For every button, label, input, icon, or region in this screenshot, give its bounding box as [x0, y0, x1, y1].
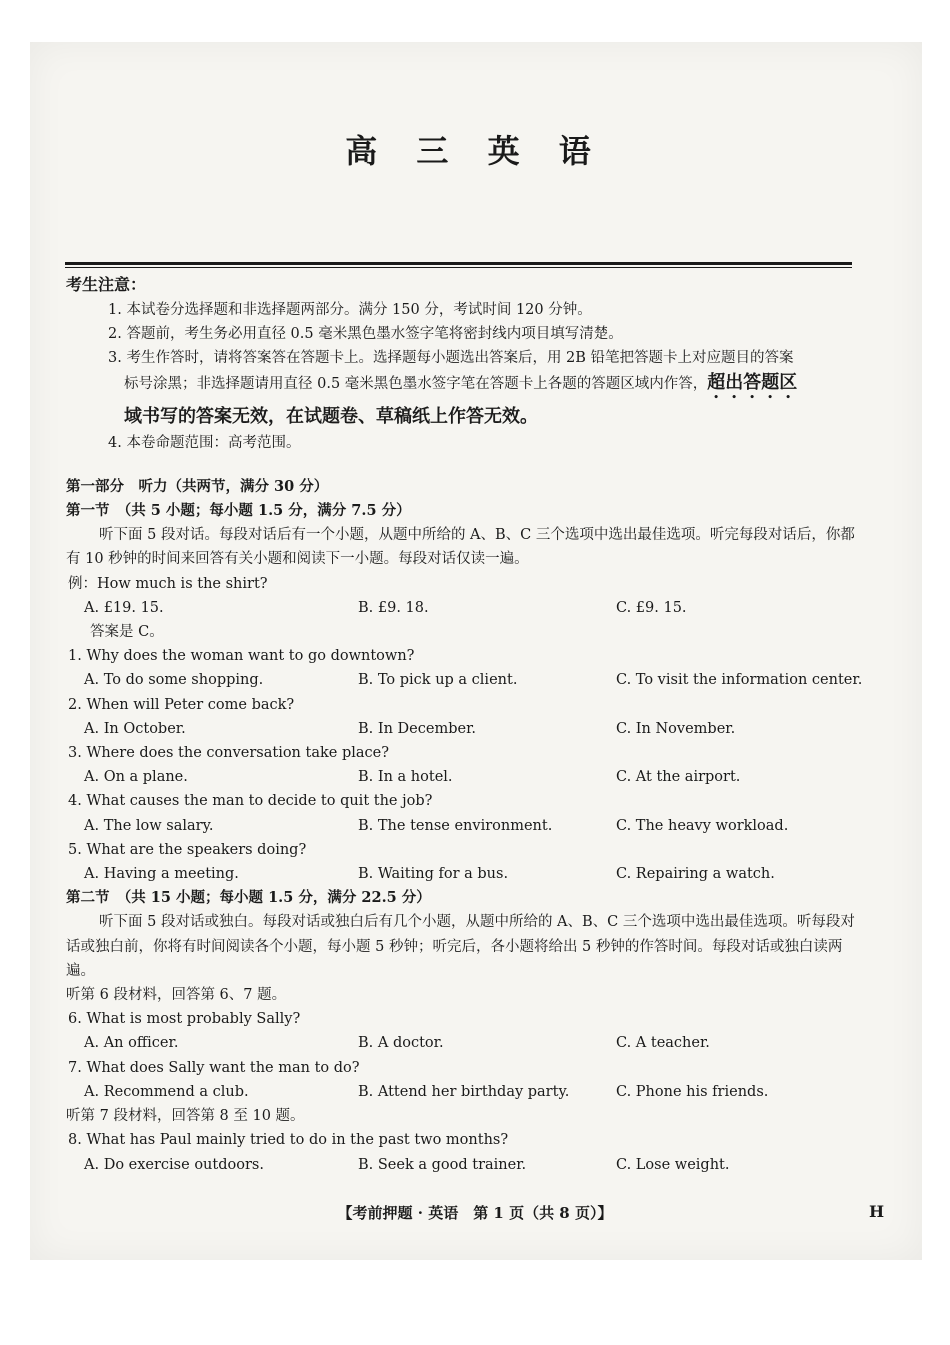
q2-option-a: A. In October.: [84, 720, 186, 737]
question-5: 5. What are the speakers doing?: [68, 841, 307, 858]
q3-option-b: B. In a hotel.: [358, 769, 453, 786]
q6-option-b: B. A doctor.: [358, 1035, 444, 1052]
q6-option-a: A. An officer.: [84, 1035, 179, 1052]
question-1-options: [66, 668, 863, 692]
q4-option-b: B. The tense environment.: [358, 817, 553, 834]
section1-instructions: 听下面 5 段对话。每段对话后有一个小题，从题中所给的 A、B、C 三个选项中选出最佳选项。听完每段对话后，你都有 10 秒钟的时间来回答有关小题和阅读下一小题。每段对话仅读一遍。: [66, 527, 855, 568]
notice-item-3-cont: [66, 371, 856, 403]
q1-option-a: A. To do some shopping.: [84, 672, 264, 689]
example-answer: 答案是 C。: [90, 624, 164, 641]
paper-code: H: [869, 1202, 885, 1221]
q5-option-a: A. Having a meeting.: [84, 866, 239, 883]
q8-option-a: A. Do exercise outdoors.: [84, 1156, 264, 1173]
q4-option-c: C. The heavy workload.: [616, 817, 789, 834]
question-3-options: [66, 765, 856, 789]
question-2-options: [66, 717, 856, 741]
question-7-options: [66, 1080, 856, 1104]
question-2: 2. When will Peter come back?: [68, 696, 295, 713]
question-7: 7. What does Sally want the man to do?: [68, 1059, 360, 1076]
notice-item-2: 2. 答题前，考生务必用直径 0.5 毫米黑色墨水签字笔将密封线内项目填写清楚。: [108, 326, 623, 343]
notice-emphasis-1: 超出答题区: [707, 371, 798, 393]
notice-item-4: 4. 本卷命题范围：高考范围。: [108, 434, 301, 451]
question-8: 8. What has Paul mainly tried to do in the past two months?: [68, 1132, 509, 1149]
notice-emphasis-2: 域书写的答案无效，在试题卷、草稿纸上作答无效。: [124, 405, 538, 427]
notice-item-1: 1. 本试卷分选择题和非选择题两部分。满分 150 分，考试时间 120 分钟。: [108, 302, 592, 318]
example-option-a: A. £19. 15.: [84, 599, 164, 616]
header-rule-thin: [65, 267, 852, 268]
q8-option-c: C. Lose weight.: [616, 1156, 730, 1173]
q8-option-b: B. Seek a good trainer.: [358, 1156, 527, 1173]
q3-option-a: A. On a plane.: [84, 769, 188, 786]
section1-heading: 第一节 （共 5 小题；每小题 1.5 分，满分 7.5 分）: [66, 502, 411, 520]
q4-option-a: A. The low salary.: [84, 817, 214, 834]
question-8-options: [66, 1153, 856, 1177]
q3-option-c: C. At the airport.: [616, 769, 741, 786]
material-7-heading: 听第 7 段材料，回答第 8 至 10 题。: [66, 1108, 305, 1125]
q6-option-c: C. A teacher.: [616, 1035, 710, 1052]
q7-option-b: B. Attend her birthday party.: [358, 1083, 570, 1100]
question-1: 1. Why does the woman want to go downtown?: [68, 648, 415, 665]
q7-option-a: A. Recommend a club.: [84, 1083, 249, 1100]
question-6: 6. What is most probably Sally?: [68, 1011, 301, 1028]
part1-heading: 第一部分 听力（共两节，满分 30 分）: [66, 477, 329, 495]
example-options: [66, 596, 856, 620]
exam-content: [66, 272, 863, 1177]
q7-option-c: C. Phone his friends.: [616, 1083, 769, 1100]
exam-title: 高 三 英 语: [345, 132, 605, 170]
q2-option-b: B. In December.: [358, 720, 477, 737]
example-option-c: C. £9. 15.: [616, 599, 687, 616]
notice-heading: 考生注意：: [66, 275, 147, 294]
q5-option-c: C. Repairing a watch.: [616, 866, 775, 883]
question-4-options: [66, 814, 856, 838]
notice-item-3-text: 标号涂黑；非选择题请用直径 0.5 毫米黑色墨水签字笔在答题卡上各题的答题区域内作答，: [124, 375, 708, 392]
q2-option-c: C. In November.: [616, 720, 736, 737]
question-3: 3. Where does the conversation take place?: [68, 745, 389, 762]
question-5-options: [66, 862, 856, 886]
example-question: 例：How much is the shirt?: [68, 575, 268, 592]
section2-heading: 第二节 （共 15 小题；每小题 1.5 分，满分 22.5 分）: [66, 889, 431, 907]
section2-instructions: 听下面 5 段对话或独白。每段对话或独白后有几个小题，从题中所给的 A、B、C 三个选项中选出最佳选项。听每段对话或独白前，你将有时间阅读各个小题，每小题 5 秒钟；听完后，各小题将给出 5 秒钟的作答时间。每段对话或独白读两遍。: [66, 914, 855, 979]
q1-option-b: B. To pick up a client.: [358, 672, 518, 689]
question-4: 4. What causes the man to decide to quit the job?: [68, 793, 433, 810]
page-footer: 【考前押题 · 英语 第 1 页（共 8 页）】: [337, 1204, 613, 1222]
question-6-options: [66, 1031, 856, 1055]
header-rule: [65, 262, 852, 265]
notice-item-3: 3. 考生作答时，请将答案答在答题卡上。选择题每小题选出答案后，用 2B 铅笔把答题卡上对应题目的答案: [108, 350, 794, 367]
example-option-b: B. £9. 18.: [358, 599, 429, 616]
material-6-heading: 听第 6 段材料，回答第 6、7 题。: [66, 987, 287, 1004]
q5-option-b: B. Waiting for a bus.: [358, 866, 509, 883]
q1-option-c: C. To visit the information center.: [616, 672, 863, 689]
